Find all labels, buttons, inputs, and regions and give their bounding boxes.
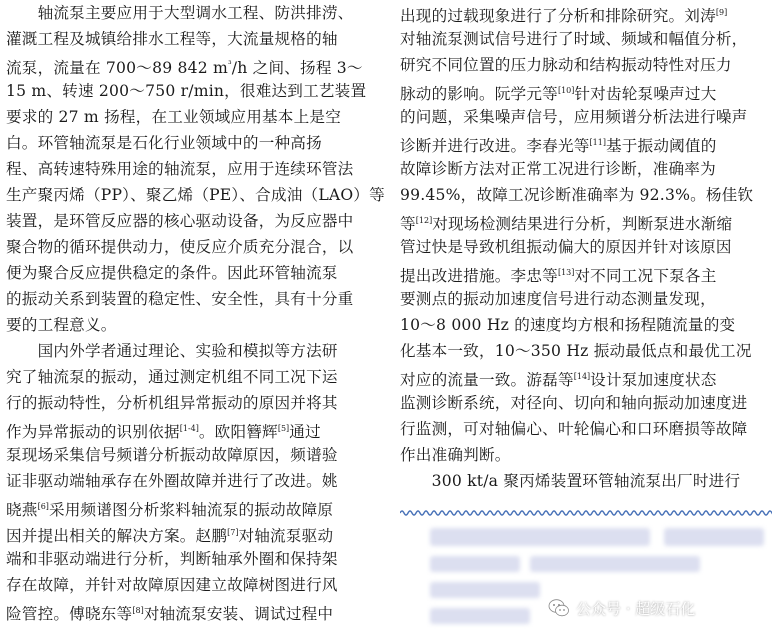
text-line: 晓燕[6]采用频谱图分析浆料轴流泵的振动故障原 xyxy=(6,501,334,519)
citation-marker: [1-4] xyxy=(179,424,199,433)
text-line: 行的振动特性，分析机组异常振动的原因并将其 xyxy=(6,394,338,412)
text-line: 要的工程意义。 xyxy=(6,316,117,334)
text-line: 300 kt/a 聚丙烯装置环管轴流泵出厂时进行 xyxy=(400,472,741,490)
citation-marker: [9] xyxy=(715,8,728,17)
text-line: 泵现场采集信号频谱分析振动故障原因，频谱验 xyxy=(6,446,338,464)
text-line: 行监测，可对轴偏心、叶轮偏心和口环磨损等故障 xyxy=(400,420,748,438)
text-line: 脉动的影响。阮学元等[10]针对齿轮泵噪声过大 xyxy=(400,85,717,103)
citation-marker: [14] xyxy=(573,372,591,381)
text-line: 端和非驱动端进行分析，判断轴承外圈和保持架 xyxy=(6,550,338,568)
watermark xyxy=(548,596,695,620)
text-line: 证非驱动端轴承存在外圈故障并进行了改进。姚 xyxy=(6,472,338,490)
citation-marker: [13] xyxy=(557,268,575,277)
text-line: 要求的 27 m 扬程，在工业领域应用基本上是空 xyxy=(6,108,341,126)
text-line: 生产聚丙烯（PP）、聚乙烯（PE）、合成油（LAO）等 xyxy=(6,186,385,204)
wavy-divider xyxy=(400,508,772,518)
text-line: 的问题，采集噪声信号，应用频谱分析法进行噪声 xyxy=(400,108,748,126)
citation-marker: [8] xyxy=(132,606,144,615)
text-line: 装置，是环管反应器的核心驱动设备，为反应器中 xyxy=(6,212,354,230)
text-line: 15 m、转速 200～750 r/min，很难达到工艺装置 xyxy=(6,82,367,100)
text-line: 监测诊断系统，对径向、切向和轴向振动加速度进 xyxy=(400,394,748,412)
text-line: 聚合物的循环提供动力，使反应介质充分混合，以 xyxy=(6,238,354,256)
text-line: 99.45%，故障工况诊断准确率为 92.3%。杨佳钦 xyxy=(400,186,754,204)
text-line: 灌溉工程及城镇给排水工程等，大流量规格的轴 xyxy=(6,30,338,48)
text-line: 存在故障，并针对故障原因建立故障树图进行风 xyxy=(6,576,338,594)
citation-marker: [5] xyxy=(277,424,290,433)
text-line: 研究不同位置的压力脉动和结构振动特性对压力 xyxy=(400,56,732,74)
text-line: 程、高转速特殊用途的轴流泵，应用于连续环管法 xyxy=(6,160,354,178)
text-line: 提出改进措施。李忠等[13]对不同工况下泵各主 xyxy=(400,267,717,285)
watermark-text: 公众号 · 超级石化 xyxy=(576,599,696,618)
text-line: 诊断并进行改进。李春光等[11]基于振动阈值的 xyxy=(400,137,717,155)
citation-marker: [6] xyxy=(37,502,49,511)
citation-marker: [12] xyxy=(415,216,433,225)
text-line: 10～8 000 Hz 的速度均方根和扬程随流量的变 xyxy=(400,316,736,334)
text-line: 白。环管轴流泵是石化行业领域中的一种高扬 xyxy=(6,134,322,152)
superscript: ³ xyxy=(227,60,232,70)
text-line: 管过快是导致机组振动偏大的原因并针对该原因 xyxy=(400,238,732,256)
text-line: 故障诊断方法对正常工况进行诊断，准确率为 xyxy=(400,160,716,178)
text-line: 国内外学者通过理论、实验和模拟等方法研 xyxy=(6,342,338,360)
text-line: 因并提出相关的解决方案。赵鹏[7]对轴流泵驱动 xyxy=(6,527,334,545)
text-line: 的振动关系到装置的稳定性、安全性，具有十分重 xyxy=(6,290,354,308)
text-line: 对应的流量一致。游磊等[14]设计泵加速度状态 xyxy=(400,371,717,389)
text-line: 究了轴流泵的振动，通过测定机组不同工况下运 xyxy=(6,368,338,386)
text-line: 化基本一致，10～350 Hz 振动最低点和最优工况 xyxy=(400,342,752,360)
citation-marker: [11] xyxy=(589,138,606,147)
text-line: 作出准确判断。 xyxy=(400,446,511,464)
text-line: 流泵，流量在 700～89 842 $m^{^3}/h$ 之间、扬程 3～ xyxy=(6,59,363,77)
text-line: 作为异常振动的识别依据[1-4]。欧阳簪辉[5]通过 xyxy=(6,423,321,441)
text-line: 要测点的振动加速度信号进行动态测量发现， xyxy=(400,290,716,308)
text-line: 对轴流泵测试信号进行了时域、频域和幅值分析， xyxy=(400,30,748,48)
text-line: 便为聚合反应提供稳定的条件。因此环管轴流泵 xyxy=(6,264,338,282)
wechat-icon xyxy=(548,598,570,618)
citation-marker: [10] xyxy=(557,86,575,95)
text-line: 等[12]对现场检测结果进行分析，判断泵进水渐缩 xyxy=(400,215,733,233)
text-line: 出现的过载现象进行了分析和排除研究。刘涛[9] xyxy=(400,7,728,25)
text-line: 轴流泵主要应用于大型调水工程、防洪排涝、 xyxy=(6,4,354,22)
citation-marker: [7] xyxy=(227,528,239,537)
text-line: 险管控。傅晓东等[8]对轴流泵安装、调试过程中 xyxy=(6,605,334,623)
